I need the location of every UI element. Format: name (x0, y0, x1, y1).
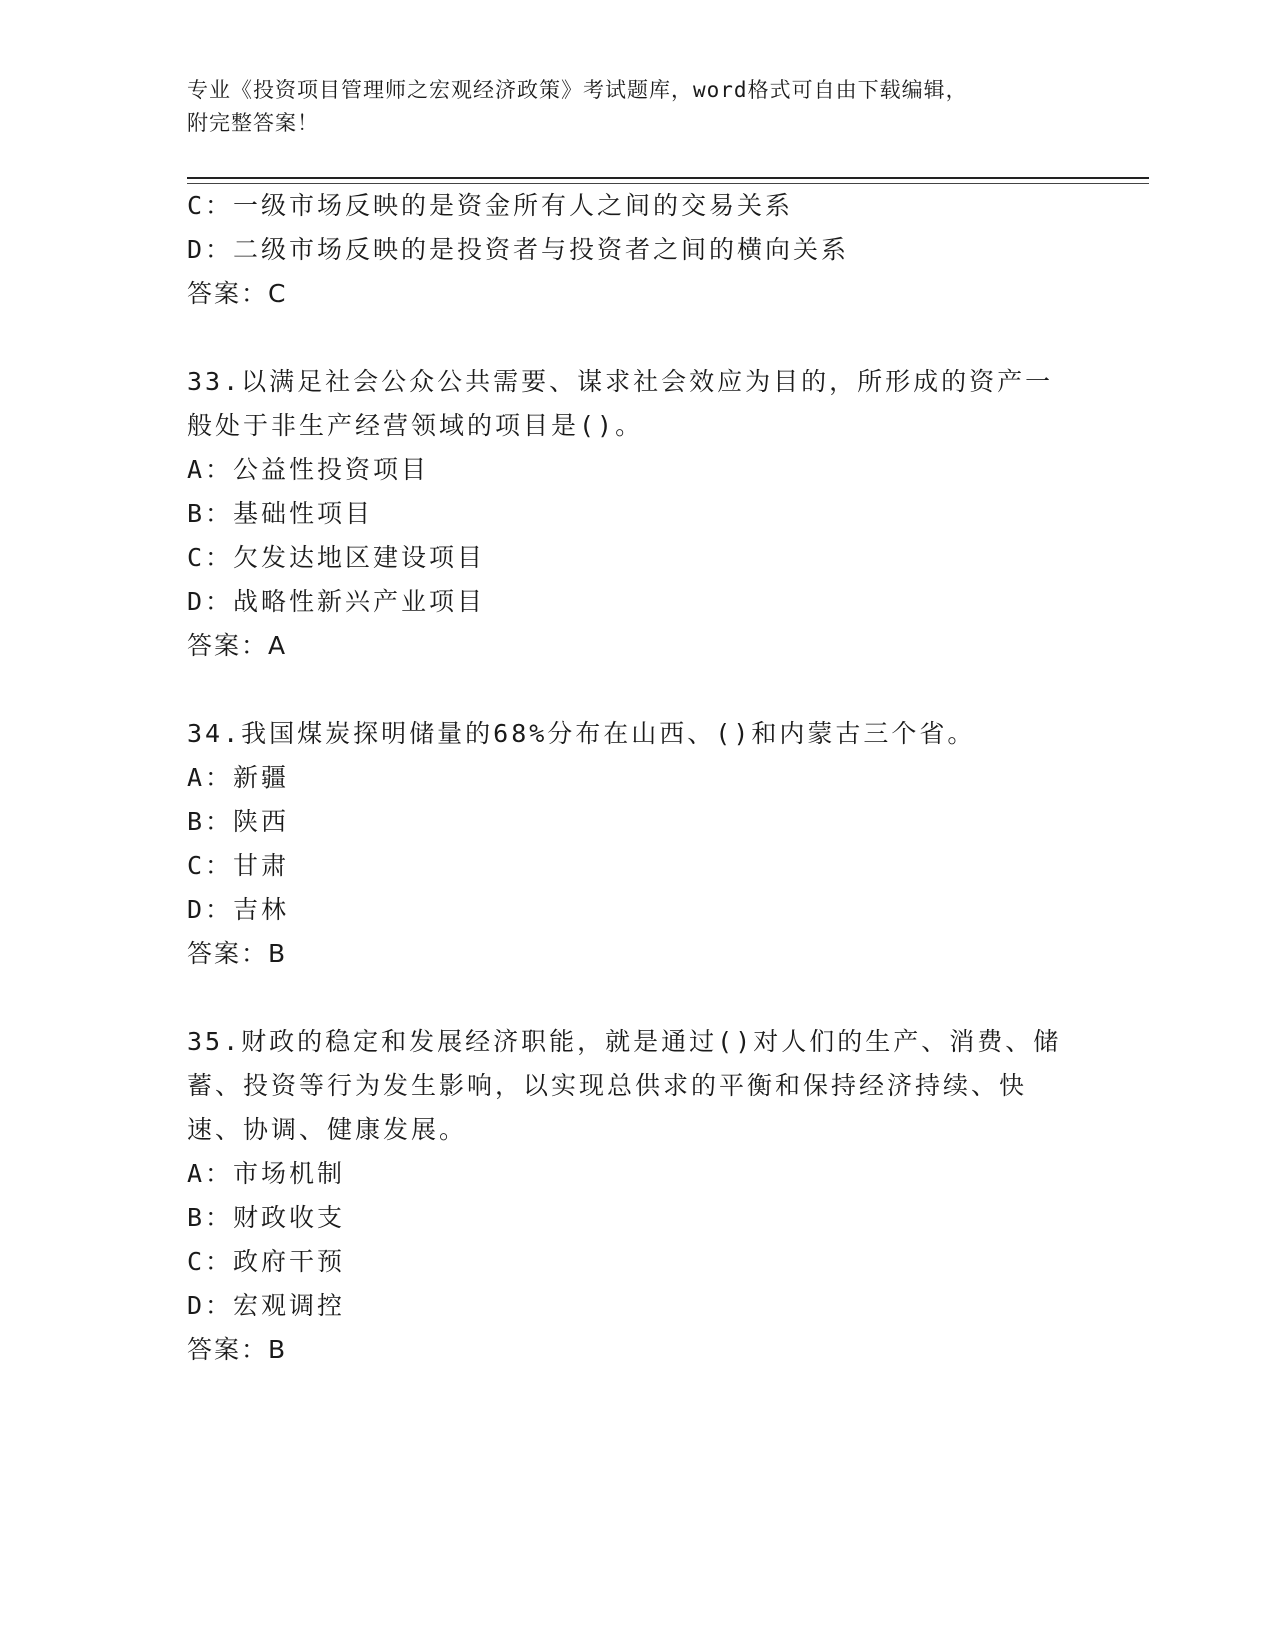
prev-option-c: C：一级市场反映的是资金所有人之间的交易关系 (187, 191, 794, 220)
header-line-2: 附完整答案！ (187, 111, 319, 135)
q35-option-c: C：政府干预 (187, 1247, 346, 1276)
page-header (187, 74, 1087, 140)
q33-stem-line-1: 33.以满足社会公众公共需要、谋求社会效应为目的，所形成的资产一 (187, 367, 1054, 396)
q35-option-b: B：财政收支 (187, 1203, 346, 1232)
q33-option-b: B：基础性项目 (187, 499, 374, 528)
q34-answer: 答案：B (187, 939, 288, 968)
q35-stem-line-1: 35.财政的稳定和发展经济职能，就是通过()对人们的生产、消费、储 (187, 1027, 1062, 1056)
q33-option-c: C：欠发达地区建设项目 (187, 543, 486, 572)
q33-answer: 答案：A (187, 631, 288, 660)
header-line-1: 专业《投资项目管理师之宏观经济政策》考试题库，word格式可自由下载编辑， (187, 78, 968, 102)
header-divider-thick (187, 177, 1149, 179)
q34-option-b: B：陕西 (187, 807, 290, 836)
q34-option-a: A：新疆 (187, 763, 290, 792)
prev-option-d: D：二级市场反映的是投资者与投资者之间的横向关系 (187, 235, 850, 264)
q35-option-d: D：宏观调控 (187, 1291, 346, 1320)
header-divider-thin (187, 183, 1149, 184)
prev-answer: 答案：C (187, 279, 288, 308)
q35-stem-line-2: 蓄、投资等行为发生影响，以实现总供求的平衡和保持经济持续、快 (187, 1071, 1028, 1100)
q34-stem-line-1: 34.我国煤炭探明储量的68%分布在山西、()和内蒙古三个省。 (187, 719, 976, 748)
q33-option-d: D：战略性新兴产业项目 (187, 587, 486, 616)
q34-option-d: D：吉林 (187, 895, 290, 924)
q33-option-a: A：公益性投资项目 (187, 455, 430, 484)
q34-option-c: C：甘肃 (187, 851, 290, 880)
q33-stem-line-2: 般处于非生产经营领域的项目是()。 (187, 411, 644, 440)
q35-answer: 答案：B (187, 1335, 288, 1364)
q35-stem-line-3: 速、协调、健康发展。 (187, 1115, 468, 1144)
q35-option-a: A：市场机制 (187, 1159, 346, 1188)
